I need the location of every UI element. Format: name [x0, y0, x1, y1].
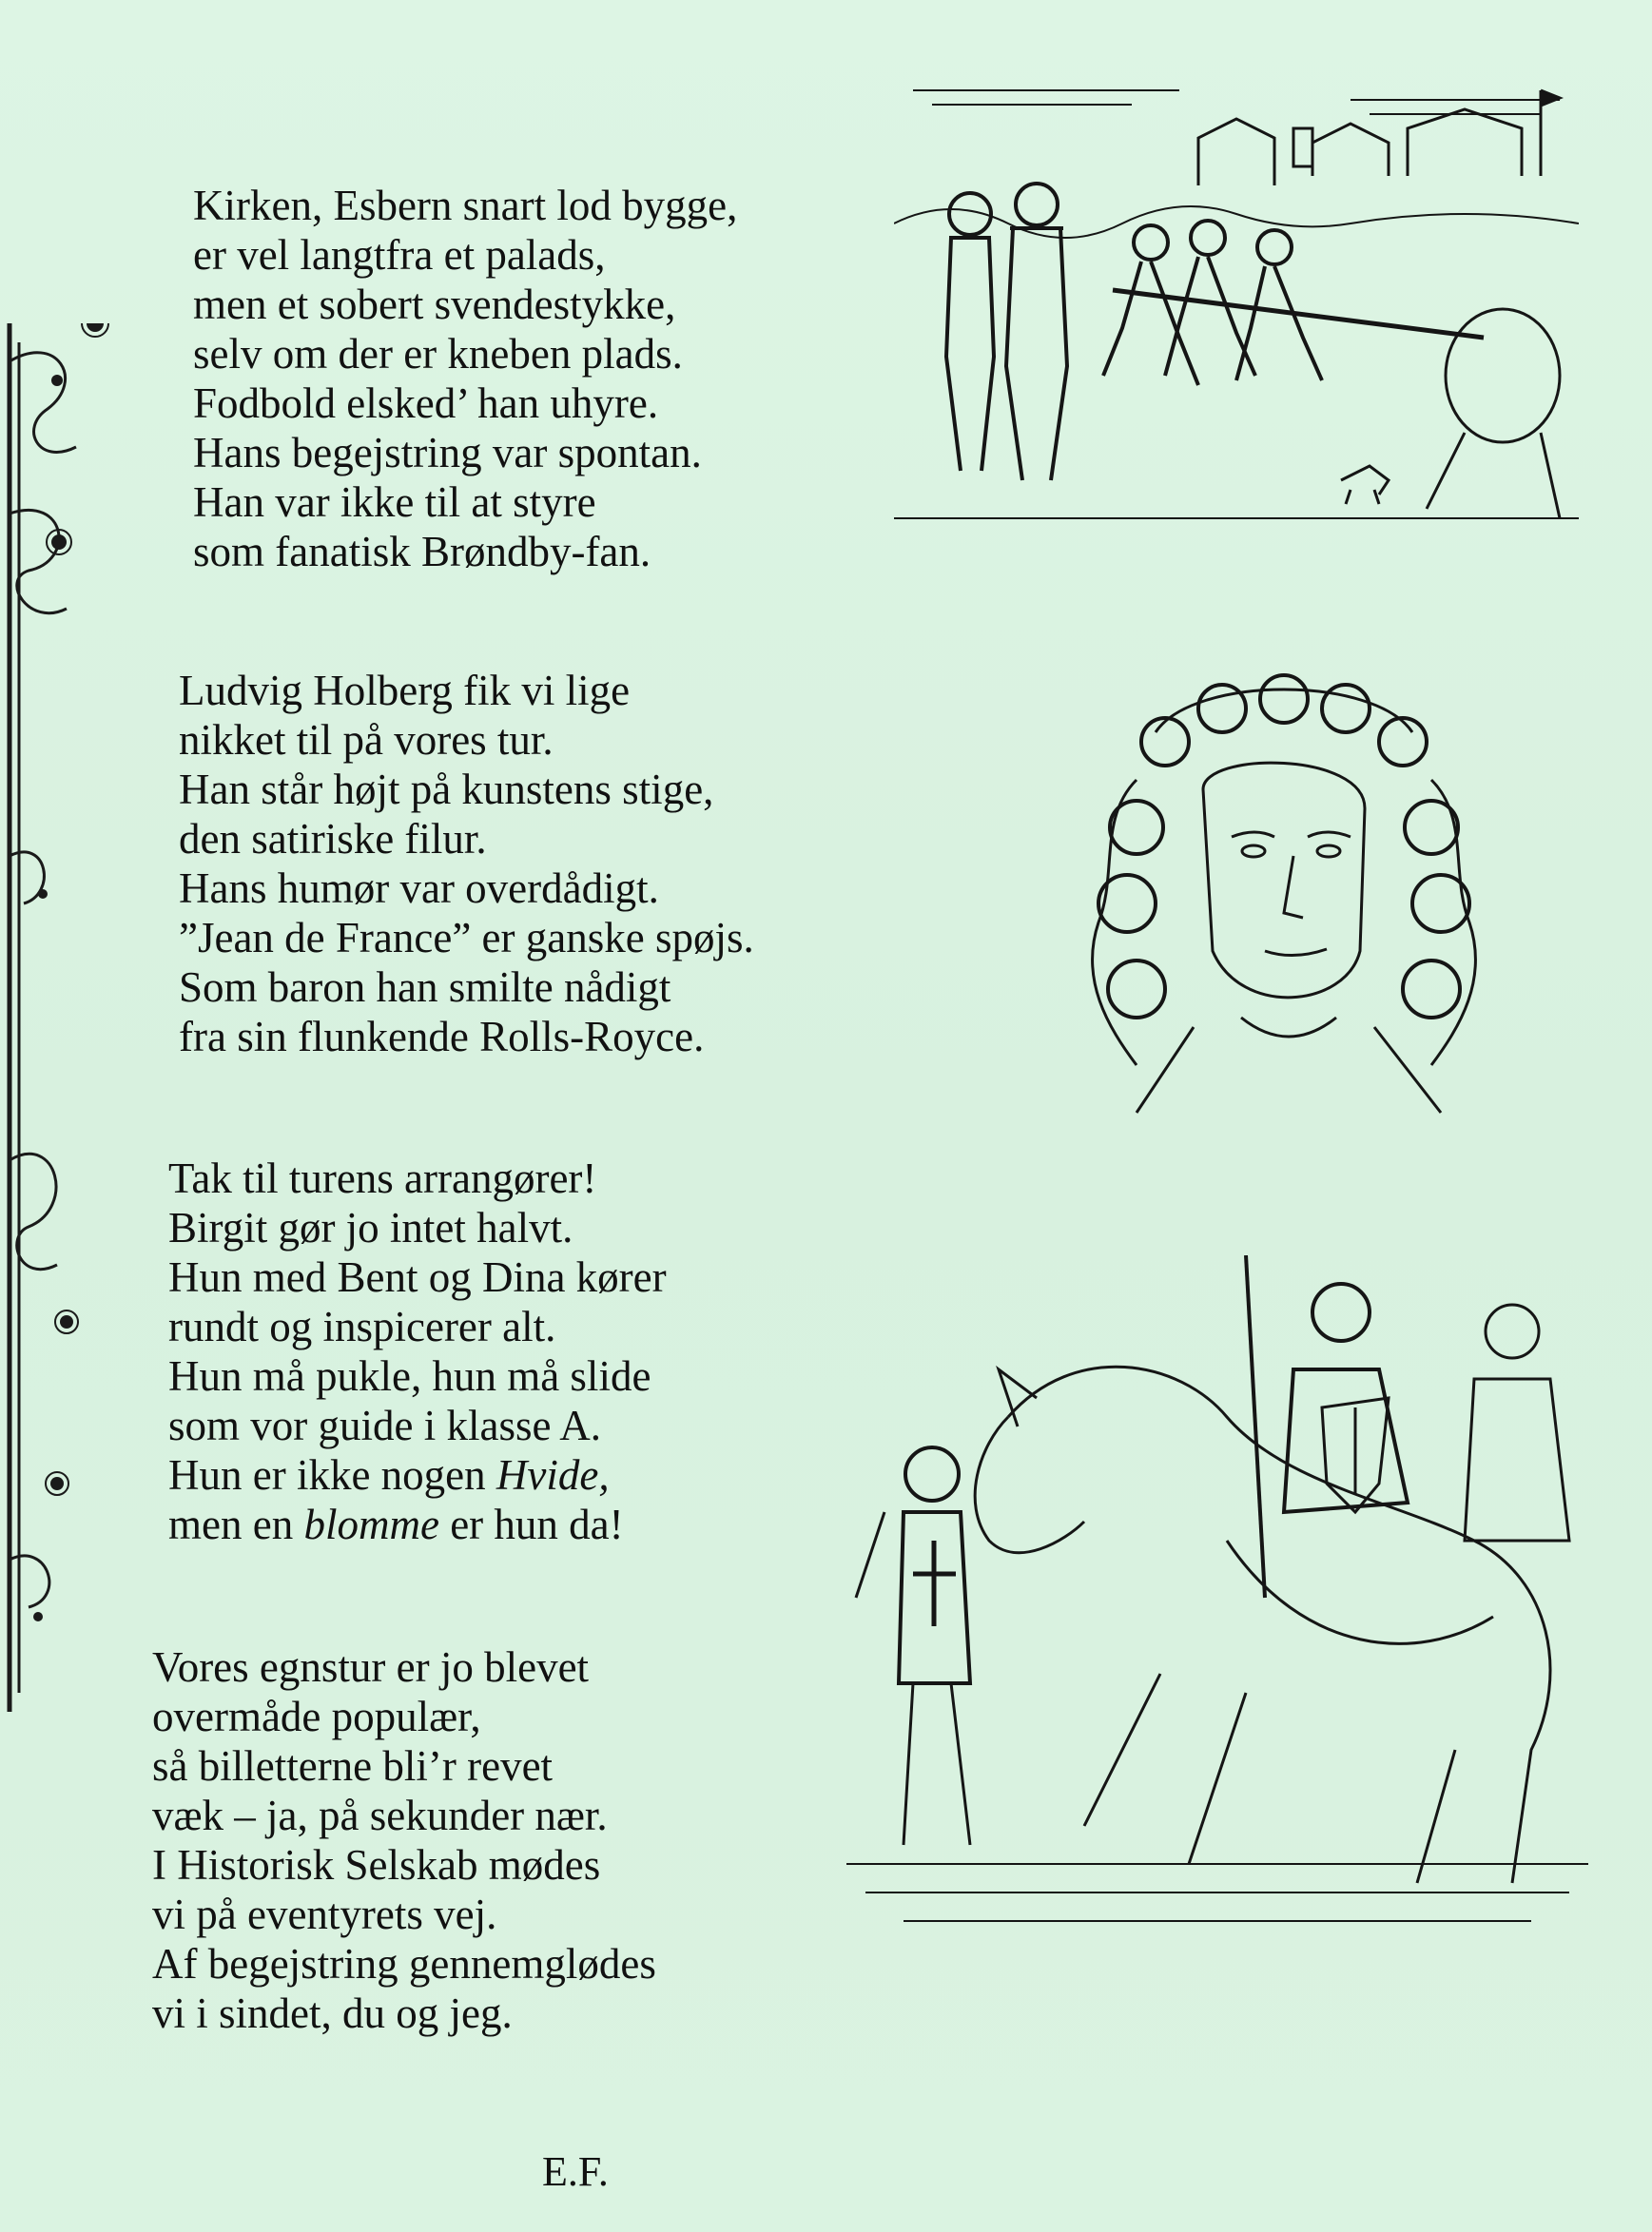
stanza-3	[168, 1154, 667, 1549]
poem-line: Han står højt på kunstens stige,	[179, 766, 714, 813]
poem-line: Som baron han smilte nådigt	[179, 963, 671, 1011]
poem-line: selv om der er kneben plads.	[193, 330, 683, 378]
poem-line: rundt og inspicerer alt.	[168, 1303, 556, 1350]
poem-line: Kirken, Esbern snart lod bygge,	[193, 182, 738, 229]
poem-line: men et sobert svendestykke,	[193, 281, 676, 328]
poem-line: vi i sindet, du og jeg.	[152, 1989, 513, 2037]
poem-line: den satiriske filur.	[179, 815, 487, 863]
decorative-border-ornament	[0, 323, 124, 1712]
stanza-2	[179, 666, 754, 1061]
poem-line: er vel langtfra et palads,	[193, 231, 606, 279]
poem-line: Birgit gør jo intet halvt.	[168, 1204, 573, 1252]
medieval-tug-of-war-engraving	[894, 71, 1579, 547]
poem-line: Hun med Bent og Dina kører	[168, 1253, 667, 1301]
poem-line: I Historisk Selskab mødes	[152, 1841, 601, 1889]
poem-line: Hun må pukle, hun må slide	[168, 1352, 651, 1400]
poem-line: overmåde populær,	[152, 1693, 481, 1740]
poem-line: Vores egnstur er jo blevet	[152, 1643, 590, 1691]
italic-word: blomme	[303, 1501, 439, 1548]
stanza-4	[152, 1642, 656, 2038]
poem-line: så billetterne bli’r revet	[152, 1742, 554, 1790]
poem-line: Hans humør var overdådigt.	[179, 864, 659, 912]
poem-line: Hun er ikke nogen Hvide,	[168, 1451, 610, 1499]
poem-line: fra sin flunkende Rolls-Royce.	[179, 1013, 705, 1060]
italic-word: Hvide,	[496, 1451, 610, 1499]
poem-line: Ludvig Holberg fik vi lige	[179, 667, 631, 714]
poem-line: vi på eventyrets vej.	[152, 1891, 497, 1938]
poem-line: Han var ikke til at styre	[193, 478, 596, 526]
poem-line: men en blomme er hun da!	[168, 1501, 624, 1548]
stanza-1	[193, 181, 737, 576]
poem-line: Hans begejstring var spontan.	[193, 429, 702, 476]
poem-line: ”Jean de France” er ganske spøjs.	[179, 914, 754, 961]
poem-line: som fanatisk Brøndby-fan.	[193, 528, 651, 575]
author-signature: E.F.	[542, 2148, 609, 2195]
mounted-knights-engraving	[846, 1255, 1588, 2016]
ludvig-holberg-portrait-engraving	[1079, 666, 1488, 1122]
poem-line: Af begejstring gennemglødes	[152, 1940, 656, 1988]
poem-line: Tak til turens arrangører!	[168, 1155, 597, 1202]
poem-line: væk – ja, på sekunder nær.	[152, 1792, 608, 1839]
poem-line: Fodbold elsked’ han uhyre.	[193, 379, 659, 427]
poem-line: som vor guide i klasse A.	[168, 1402, 601, 1449]
poem-line: nikket til på vores tur.	[179, 716, 554, 764]
